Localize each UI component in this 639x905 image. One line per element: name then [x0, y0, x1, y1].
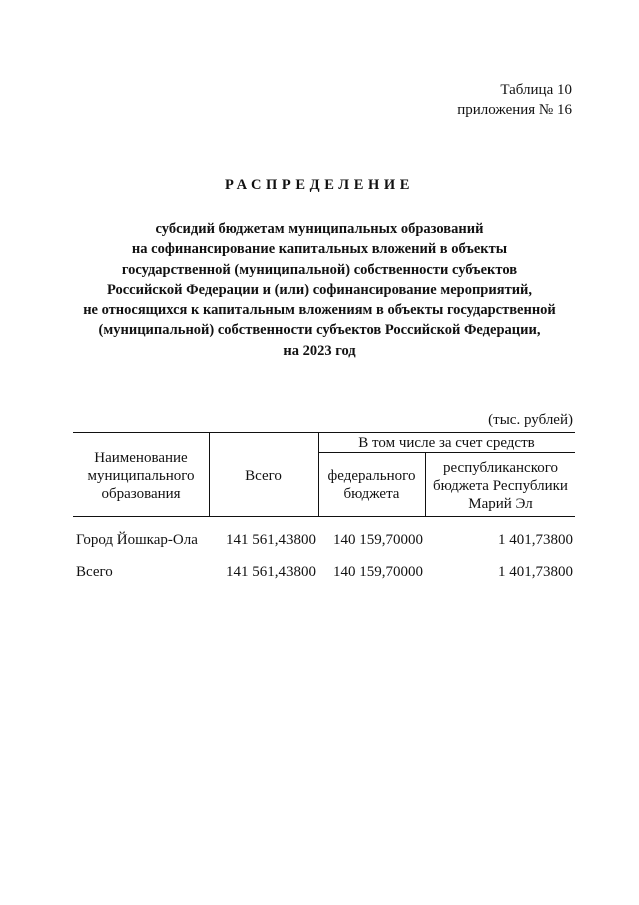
document-title: РАСПРЕДЕЛЕНИЕ	[225, 177, 414, 193]
subtitle-line: государственной (муниципальной) собственности субъектов	[121, 261, 518, 278]
header-republic: республиканского бюджета Республики Марий Эл	[433, 460, 568, 512]
cell-republic: 1 401,73800	[498, 532, 573, 548]
cell-republic: 1 401,73800	[498, 564, 573, 580]
cell-name: Всего	[76, 564, 113, 580]
header-federal: федерального бюджета	[327, 468, 416, 502]
subtitle-line: на софинансирование капитальных вложений в объекты	[131, 241, 508, 258]
cell-federal: 140 159,70000	[333, 532, 423, 548]
subtitle-line: не относящихся к капитальным вложениям в объекты государственной	[83, 302, 556, 319]
table-number: Таблица 10	[500, 82, 572, 98]
units-label: (тыс. рублей)	[488, 412, 573, 428]
table-group-rule	[318, 452, 575, 453]
subtitle-line: на 2023 год	[283, 342, 356, 359]
table-header-bottom-rule	[73, 516, 575, 517]
subtitle-line: Российской Федерации и (или) софинансирование мероприятий,	[106, 281, 533, 298]
header-total: Всего	[245, 468, 282, 484]
document-subtitle	[50, 219, 589, 361]
header-group: В том числе за счет средств	[358, 435, 535, 451]
subtitle-line: (муниципальной) собственности субъектов Российской Федерации,	[98, 322, 541, 339]
cell-total: 141 561,43800	[226, 532, 316, 548]
table-reference	[457, 80, 572, 120]
cell-federal: 140 159,70000	[333, 564, 423, 580]
header-name: Наименование муниципального образования	[87, 450, 195, 502]
cell-total: 141 561,43800	[226, 564, 316, 580]
subtitle-line: субсидий бюджетам муниципальных образований	[155, 221, 484, 237]
cell-name: Город Йошкар-Ола	[76, 532, 198, 548]
table-top-rule	[73, 432, 575, 433]
appendix-number: приложения № 16	[457, 102, 572, 118]
